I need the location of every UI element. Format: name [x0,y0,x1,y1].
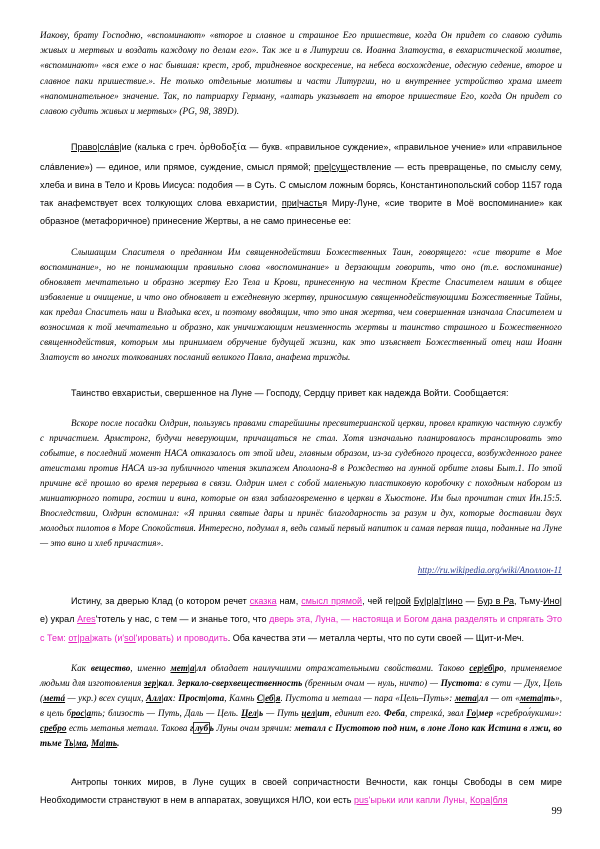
highlight-yrki: 'ырьки или капли Луны [368,795,465,806]
term-pustota: Пустота [440,677,480,688]
morpheme-ro: ро [494,662,504,673]
text-run: . [172,677,178,688]
morpheme-r: р [426,596,432,606]
text-run: Истину, за дверью Клад (о котором речет [71,596,250,606]
spacer [40,647,562,661]
text-run: есть метанья металл. Такова [66,722,191,733]
phrase-metall-pustota: металл с Пустотою под ним, в лоне Лоно как Истина в лжи, во тьме [40,722,563,748]
morpheme-separator: | [431,596,434,606]
text-run: , Тьму- [514,596,544,606]
morpheme-t2: ть [105,737,118,748]
morpheme-separator: | [187,662,190,673]
highlight-pus: pus [354,795,369,806]
morpheme-separator: | [315,707,318,718]
source-link-row [40,560,562,578]
term-zerkalo-sverkhveshchestvennost: Зеркало-сверхвещественность [177,677,303,688]
morpheme-mat: Ма [91,737,104,748]
text-run: — есть превращенье, по смыслу сему, хлеба и вина в Тело и Кровь Иисуса: подобия — в Суть. С смыслом ложным борясь, Константинопольский собор 1157 года так анафемствует всех толкующих слова евхаристии, [40,161,562,209]
highlight-ra: ра [79,632,90,643]
morpheme-separator: | [423,596,427,606]
morpheme-eb2: еб [265,692,274,703]
spacer [40,578,562,592]
text-run: , [86,737,92,748]
morpheme-a: а [189,662,195,673]
morpheme-a: а [433,596,439,606]
spacer [40,751,562,773]
morpheme-ros: рос [71,707,85,718]
text-run: — Путь [263,707,302,718]
morpheme-separator: | [490,795,493,806]
morpheme-separator: | [541,692,544,703]
morpheme-soft2: ь [209,722,214,733]
text-run: : в сути — Дух, Цель ( [40,677,563,703]
text-run: Антропы тонких миров, в Луне сущих в своей сопричастности Вечности, как гонцы Свободы в сем мире Необходимости странствуют в нем в аппаратах, зовущихся НЛО, кои есть [40,776,562,806]
morpheme-separator: | [296,198,300,209]
highlight-ares: Ares [77,614,96,625]
text-run: — от « [488,692,520,703]
highlight-blya: бля [492,795,508,806]
text-run: «среброл́укими»: [493,707,562,718]
text-run: , [464,795,470,806]
text-run: , чей ге [362,596,394,606]
morpheme-separator: | [476,692,479,703]
morpheme-separator: | [438,596,442,606]
morpheme-ino: ино [447,596,463,606]
text-run: , именно [130,662,171,673]
morpheme-slav: слáв [99,142,120,153]
morpheme-separator: | [161,692,164,703]
morpheme-e: е [40,614,46,625]
morpheme-separator: | [263,692,266,703]
morpheme-cel: Цел [241,707,257,718]
spacer [40,365,562,384]
morpheme-a2: а [86,707,92,718]
morpheme-ma: ма [75,737,87,748]
morpheme-ser: сер [469,662,482,673]
text-run: нам, [276,596,302,606]
text-run: : [172,692,179,703]
morpheme-ino2: Ино [543,596,560,606]
term-meta: метá [43,692,66,703]
morpheme-separator: | [84,707,87,718]
text-run: — [462,596,478,606]
morpheme-it: ит [317,707,330,718]
term-srebro: сребро [40,722,67,733]
paragraph-orthodoxy [40,138,562,230]
highlight-zhat: жать (и' [92,632,125,643]
morpheme-prost: Прост [178,692,206,703]
paragraph-aldrin: Вскоре после посадки Олдрин, пользуясь правами старейшины пресвитерианской церкви, провел краткую частную службу с причастием. Армстронг, будучи неверующим, причащаться не стал. Хотя изначально планировалось транслировать это событие, в последний момент НАСА отказалось от этой идеи, главным образом, из-за судебного процесса, возбужденного ранее атеистами против НАСА из-за публичного чтения экипажем Аполлона-8 в Рождество на лунной орбите главы Быт.1. По этой причине всё прошло во время перерыва в связи. Олдрин имел с собой маленькую пластиковую коробочку с походным набором из миниатюрного потира, гостии и вина, которые он взял заблаговременно в церкви в Хьюстоне. Им был прочитан стих Ин.15:5. Впоследствии, Олдрин вспоминал: «Я принял святые дары и принёс благодарность за разум и дух, которые доставили двух молодых пилотов в Море Спокойствия. Интересно, подумал я, ведь самый первый напиток и самая первая пища, поданные на Луне — это вино и хлеб причастия». [40,418,562,548]
highlight-ot: от [68,632,78,643]
text-run: ) украл [45,614,78,625]
paragraph-klad [40,592,562,647]
text-run: обладает наилучшими отражательными свойствами. Таково [206,662,470,673]
text-run: Как [71,662,91,673]
morpheme-pre: пре [314,161,330,172]
text-run: , единит его. [329,707,385,718]
morpheme-separator: | [194,662,197,673]
highlight-kora: Кора [469,795,491,806]
morpheme-meta2: мета [454,692,477,703]
greek-orthodoxia: ὀρθοδοξία [199,143,247,154]
morpheme-pri: при [281,198,297,209]
morpheme-separator: | [97,142,100,153]
morpheme-kal: кал [158,677,173,688]
text-run: . Пустота и металл — пара «Цель–Путь»: [280,692,455,703]
morpheme-ah: ах [163,692,173,703]
term-feba: Феба [384,707,405,718]
text-run: (калька с греч. [131,142,200,153]
text-run: — укр.) всех сущих, [65,692,146,703]
morpheme-separator: | [445,596,448,606]
morpheme-bu: Бу [413,596,424,606]
morpheme-eb: еб [484,662,493,673]
morpheme-sush: сущ [331,161,348,172]
term-veshchestvo: вещество [90,662,131,673]
morpheme-t: ть [543,692,556,703]
highlight-irovat: 'ировать) и проводить [135,632,228,643]
morpheme-ota: ота [207,692,225,703]
morpheme-soft: ь [258,707,264,718]
highlight-dver-luna: дверь эта, Луна, — настояща и Богом дана разделять и спрягать Это с Тем: [40,614,562,643]
morpheme-separator: | [89,632,93,643]
page-number: 99 [551,806,562,817]
morpheme-separator: | [205,692,208,703]
morpheme-separator: | [559,596,563,606]
text-run: — букв. «правильное суждение», «правильное учение» или «правильное слáвление») — единое, или прямое, суждение, смысл прямой; [40,142,562,172]
morpheme-separator: | [481,662,485,673]
morpheme-ya: я [322,198,328,209]
spacer [40,119,562,138]
text-run: , применяемое людьми для изготовления [40,662,562,688]
morpheme-mer: мер [478,707,494,718]
morpheme-separator: | [273,692,276,703]
boxed-morpheme-lub: луб [194,722,209,733]
paragraph-eucharist-moon: Таинство евхаристьи, свершенное на Луне — Господу, Сердцу привет как надежда Войти. Сообщается: [71,387,509,398]
morpheme-separator: | [156,677,159,688]
paragraph-liturgy: Иакову, брату Господню, «вспоминают» «второе и славное и страшное Его пришествие, когда Он придет со славою судить живых и мертвых и воздать каждому по делам его». Так же и в Литургии св. Иоанна Златоуста, в евхаристической молитве, «вспоминают» «вся еже о нас бывшая: крест, гроб, тридневное воскресение, на небеса восхождение, одесную седение, второе и славное паки пришествие.». Не только отдельные молитвы и части Литургии, но и внутреннее устройство храма имеет «напоминательное» значение. Так, по патриарху Герману, «алтарь указывает на второе пришествие Его, когда Он придет со славою судить живых и мертвых» (PG, 98, 389D). [40,30,562,117]
morpheme-pravo: Право [71,142,98,153]
morpheme-go: Го [466,707,477,718]
morpheme-t: т [441,596,446,606]
text-run: , Камнь [224,692,257,703]
morpheme-g: г [190,722,194,733]
text-run: . [117,737,120,748]
morpheme-cel2: цел [301,707,316,718]
highlight-skazka: сказка [249,596,277,606]
text-run: . Оба качества эти — металла черты, что по сути своей — Щит-и-Меч. [227,632,525,643]
morpheme-all: Алл [145,692,162,703]
morpheme-separator: | [256,707,259,718]
spacer [40,402,562,416]
text-run: , стрелкá, звал [404,707,467,718]
morpheme-separator: | [103,737,106,748]
morpheme-separator: | [329,161,332,172]
morpheme-separator: | [77,632,80,643]
text-run: (бренным очам — нуль, ничто) — [302,677,441,688]
morpheme-tma: Ть [64,737,74,748]
morpheme-met: мет [170,662,188,673]
morpheme-ll2: лл [478,692,489,703]
morpheme-chast: часть [299,198,323,209]
morpheme-roy: рой [395,596,411,606]
morpheme-zer: зер [144,677,157,688]
morpheme-estvlenie: ествление [347,161,392,172]
morpheme-ya: я [275,692,281,703]
text-run: ть; близость — Путь, Даль — Цель. [91,707,242,718]
morpheme-ll: лл [196,662,207,673]
morpheme-separator: | [73,737,76,748]
morpheme-separator: | [476,707,479,718]
highlight-sol: sol [124,632,136,643]
text-run: Луны очам зрячим: [213,722,295,733]
phrase-bur-v-ra: Бур в Ра [477,596,515,606]
morpheme-ie: ие [121,142,132,153]
spacer [40,231,562,245]
text-column [40,28,562,809]
paragraph-anathema: Слышащим Спасителя о преданном Им священнодействии Божественных Таин, говорящего: «сие творите в Мое воспоминание», но не понимающим правильно слова «воспоминание» и дерзающим говорить, что оно (т.е. воспоминание) обновляет мечтательно и образно жертву Его Тела и Крови, принесенную на честном Кресте Спасителем нашим в общее избавление и очищение, и что оно обновляет и ежедневную жертву, приносимую священнодействующими Божественные Тайны, как предал Спаситель наш и Владыка всех, и поэтому вводящим, что это иная жертва, чем совершенная изначала Спасителем и возносимая к той мечтательно и образно, как уничижающим неизменность жертвы и таинство страшного и Божественного священнодействия, которым мы принимаем обручение будущей жизни, как это изъясняет Божественный отец наш Иоанн Златоуст во многих толкованиях посланий великого Павла, анафема трижды. [40,246,562,362]
morpheme-meta3: мета [519,692,542,703]
morpheme-s: С [256,692,263,703]
paragraph-antropy [40,773,562,810]
morpheme-separator: | [492,662,495,673]
paragraph-veshchestvo [40,661,562,751]
highlight-smysl-pryamoy: смысл прямой [301,596,363,606]
text-run: 'тотель у нас, с тем — и знанье того, что [95,614,270,625]
morpheme-separator: | [393,596,396,606]
wikipedia-link[interactable]: http://ru.wikipedia.org/wiki/Аполлон-11 [417,565,562,575]
text-run: », в цель б [40,692,563,718]
morpheme-separator: | [119,142,122,153]
text-run: Миру-Луне, «сие творите в Моё воспоминание» как образное (метафоричное) принесение Жертвы, а не само принесенье ее: [40,198,562,227]
